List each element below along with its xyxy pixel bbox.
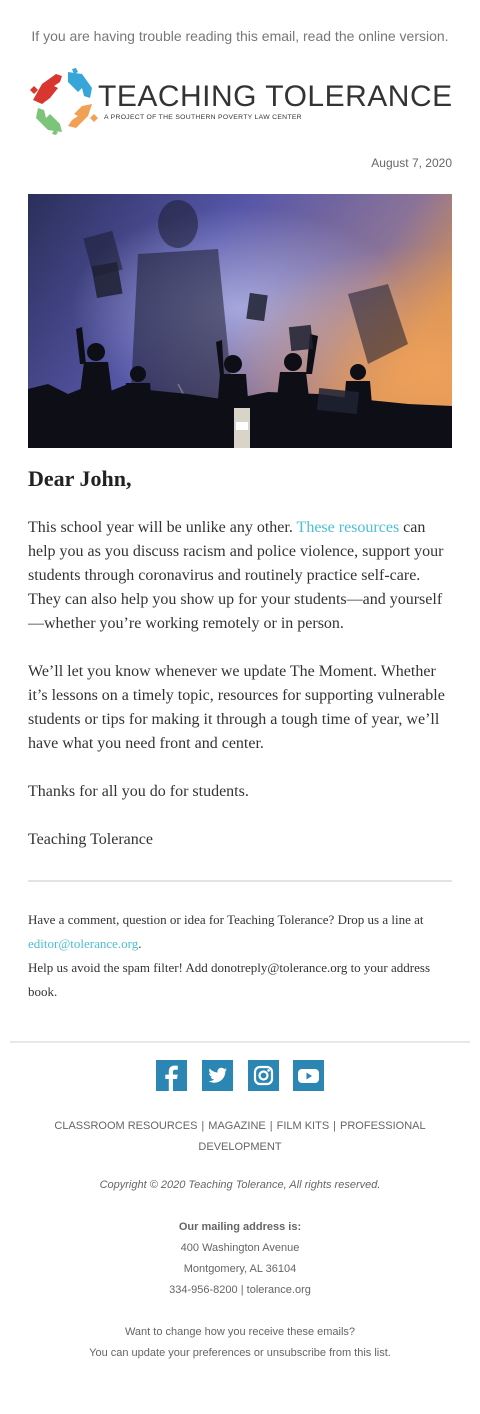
instagram-link[interactable] (248, 1060, 279, 1091)
hands-logo-icon (30, 68, 98, 135)
content-divider (28, 880, 452, 882)
twitter-icon (202, 1060, 233, 1091)
footer-nav (44, 1116, 436, 1158)
contact-line (0, 1280, 480, 1301)
social-links (156, 1060, 326, 1092)
youtube-icon (293, 1060, 324, 1091)
instagram-icon (248, 1060, 279, 1091)
film-kits-link[interactable]: FILM KITS (276, 1120, 330, 1132)
facebook-icon (156, 1060, 187, 1091)
nav-separator: | (269, 1120, 273, 1132)
hero-image[interactable] (28, 194, 452, 448)
thanks-text: Thanks for all you do for students. (28, 783, 249, 800)
phone-number: 334-956-8200 (169, 1284, 238, 1296)
comment-text: Have a comment, question or idea for Teaching Tolerance? Drop us a line at (28, 912, 424, 927)
email-date: August 7, 2020 (371, 156, 452, 170)
spam-note: Help us avoid the spam filter! Add donotreply@tolerance.org to your address book. (28, 960, 430, 999)
website-link[interactable]: tolerance.org (246, 1284, 311, 1296)
intro-text-start: This school year will be unlike any other. (28, 519, 297, 536)
twitter-link[interactable] (202, 1060, 233, 1091)
prefs-question: Want to change how you receive these emails? (124, 1326, 356, 1338)
prefs-text-start: You can update your (89, 1347, 193, 1359)
logo-tagline: A PROJECT OF THE SOUTHERN POVERTY LAW CENTER (104, 114, 302, 121)
paragraph-intro (28, 516, 452, 636)
updates-text: We’ll let you know whenever we update The Moment. Whether it’s lessons on a timely topic, resources for supporting vulnerable students or tips for making it through a tough time of year, we’ll have what you need front and center. (28, 663, 445, 752)
magazine-link[interactable]: MAGAZINE (208, 1120, 266, 1132)
footer-divider (10, 1041, 470, 1043)
address-line-2: Montgomery, AL 36104 (183, 1263, 297, 1275)
youtube-link[interactable] (293, 1060, 324, 1091)
contact-separator: | (240, 1284, 244, 1296)
professional-development-link[interactable]: PROFESSIONAL DEVELOPMENT (198, 1120, 426, 1153)
comment-period: . (138, 936, 142, 951)
comment-note (28, 908, 452, 956)
these-resources-link[interactable]: These resources (296, 519, 400, 536)
paragraph-thanks (28, 780, 452, 804)
mailing-heading: Our mailing address is: (178, 1221, 302, 1233)
prefs-line (0, 1343, 480, 1364)
update-preferences-link[interactable]: preferences (192, 1347, 251, 1359)
email-preferences (0, 1322, 480, 1364)
paragraph-updates (28, 660, 452, 756)
signature-text: Teaching Tolerance (28, 831, 153, 848)
nav-separator: | (201, 1120, 205, 1132)
facebook-link[interactable] (156, 1060, 187, 1091)
online-version-link[interactable]: If you are having trouble reading this email, read the online version. (31, 28, 449, 44)
logo-wordmark: TEACHING TOLERANCE (98, 80, 453, 113)
nav-separator: | (333, 1120, 337, 1132)
address-line-1: 400 Washington Avenue (180, 1242, 300, 1254)
salutation: Dear John, (28, 466, 132, 491)
copyright: Copyright © 2020 Teaching Tolerance, All rights reserved. (99, 1179, 381, 1191)
intro-text-end: can help you as you discuss racism and police violence, support your students through coronavirus and routinely practice self-care. They can also help you show up for your students—and yourself—whether you’re working remotely or in person. (28, 519, 444, 632)
signature (28, 828, 452, 852)
preheader[interactable] (0, 28, 480, 44)
classroom-resources-link[interactable]: CLASSROOM RESOURCES (54, 1120, 198, 1132)
unsubscribe-link[interactable]: unsubscribe (266, 1347, 327, 1359)
mailing-address (0, 1217, 480, 1301)
prefs-text-middle: or (250, 1347, 267, 1359)
editor-email-link[interactable]: editor@tolerance.org (28, 936, 139, 951)
prefs-text-end: from this list. (326, 1347, 391, 1359)
